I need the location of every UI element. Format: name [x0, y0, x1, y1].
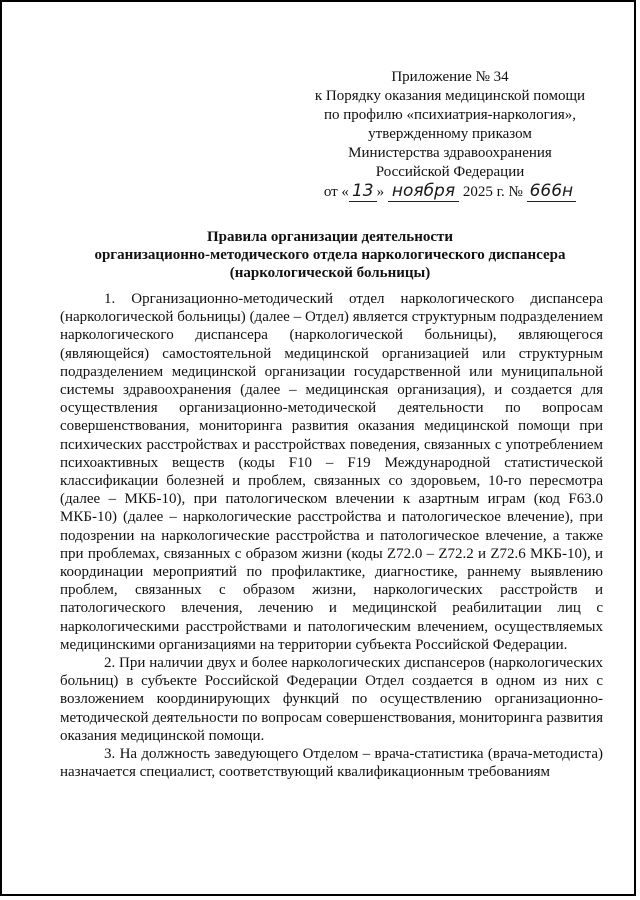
date-mid: »: [376, 184, 385, 200]
document-body: [60, 290, 603, 781]
year-text: 2025 г. №: [462, 184, 523, 200]
appendix-date-line: [300, 182, 600, 202]
title-line-1: Правила организации деятельности: [206, 229, 454, 245]
title-line-3: (наркологической больницы): [229, 265, 431, 281]
handwritten-month: ноября: [388, 182, 459, 202]
appendix-line-4: утвержденному приказом: [368, 126, 532, 142]
document-title: [60, 228, 600, 282]
appendix-line-5: Министерства здравоохранения: [348, 145, 552, 161]
appendix-line-3: по профилю «психиатрия-наркология»,: [324, 107, 576, 123]
paragraph-2: 2. При наличии двух и более наркологических диспансеров (наркологических больниц) в субъекте Российской Федерации Отдел создается в одном из них с возложением координирующих функций по осуществлению организационно-методической деятельности по вопросам совершенствования, мониторинга развития оказания медицинской помощи.: [60, 655, 603, 744]
appendix-line-2: к Порядку оказания медицинской помощи: [314, 88, 586, 104]
paragraph-1: 1. Организационно-методический отдел наркологического диспансера (наркологической больницы) (далее – Отдел) является структурным подразделением наркологического диспансера (наркологической больницы), являющегося (являющейся) самостоятельной медицинской организацией или структурным подразделением медицинской организации государственной или муниципальной системы здравоохранения (далее – медицинская организация), и создается для осуществления организационно-методической деятельности по вопросам совершенствования, мониторинга развития оказания медицинской помощи при психических расстройствах и расстройствах поведения, связанных с употреблением психоактивных веществ (коды F10 – F19 Международной статистической классификации болезней и проблем, связанных со здоровьем, 10-го пересмотра (далее – МКБ-10), при патологическом влечении к азартным играм (код F63.0 МКБ-10) (далее – наркологические расстройства и патологическое влечение), при подозрении на наркологические расстройства и патологическое влечение, а также при проблемах, связанных с образом жизни (коды Z72.0 – Z72.2 и Z72.6 МКБ-10), и координации мероприятий по профилактике, диагностике, раннему выявлению проблем, связанных с образом жизни, наркологических расстройств и патологического влечения, лечению и медицинской реабилитации лиц с наркологическими расстройствами и патологическим влечением, осуществляемых медицинскими организациями на территории субъекта Российской Федерации.: [60, 291, 603, 653]
appendix-line-6: Российской Федерации: [375, 164, 525, 180]
handwritten-day: 13: [349, 182, 377, 202]
paragraph-3: 3. На должность заведующего Отделом – врача-статистика (врача-методиста) назначается специалист, соответствующий квалификационным требованиям: [60, 746, 603, 781]
appendix-number: Приложение № 34: [391, 69, 509, 85]
handwritten-order-number: 666н: [527, 182, 577, 202]
title-line-2: организационно-методического отдела наркологического диспансера: [94, 247, 566, 263]
date-prefix: от «: [323, 184, 349, 200]
appendix-header: [300, 68, 600, 202]
